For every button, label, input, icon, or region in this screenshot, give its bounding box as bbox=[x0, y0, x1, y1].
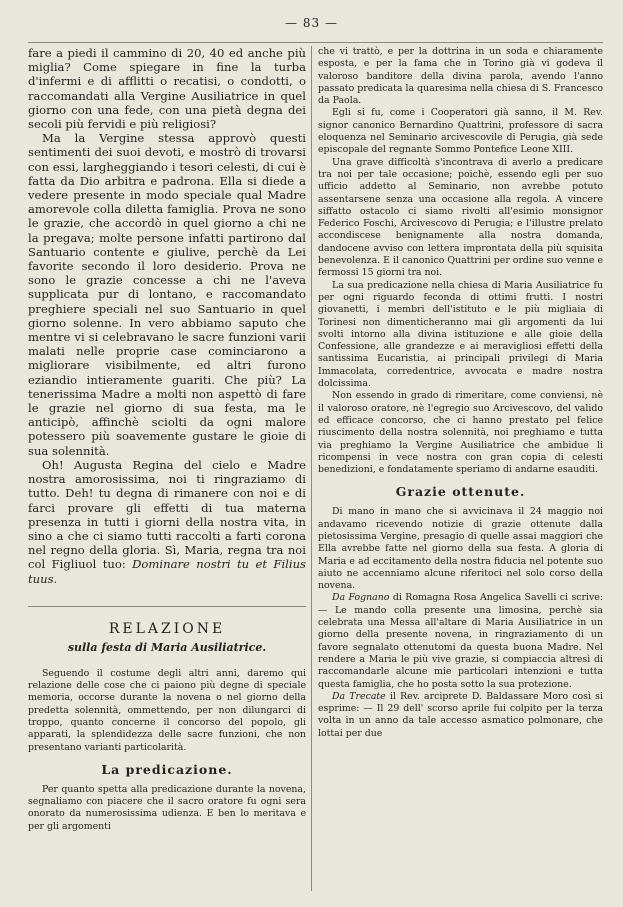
right-paragraph-3: Una grave difficoltà s'incontrava di averlo a predicare tra noi per tale occasione; poichè, essendo egli per suo ufficio addetto al Seminario, non avrebbe potuto assentarsene senza una occasione alla regola. A vincere siffatto ostacolo ci siamo rivolti all'esimio monsignor Federico Foschi, Arcivescovo di Perugia; e l'illustre prelato accondiscese benignamente alla nostra domanda, dandocene avviso con lettera improntata della più squisita benevolenza. E il canonico Quattrini per ordine suo venne e fermossi 15 giorni tra noi. bbox=[318, 156, 603, 279]
top-rule bbox=[28, 42, 603, 43]
left-paragraph-3 bbox=[28, 458, 306, 586]
left-paragraph-2: Ma la Vergine stessa approvò questi sentimenti dei suoi devoti, e mostrò di trovarsi con essi, largheggiando i tesori celesti, di cui è fatta da Dio arbitra e padrona. Ella si diede a vedere presente in modo speciale qual Madre amorevole colla diletta famiglia. Prova ne sono le grazie, che accordò in quel giorno a chi ne la pregava; molte persone infatti partirono dal Santuario contente e giulive, perchè da Lei favorite secondo il loro desiderio. Prova ne sono le grazie concesse a chi ne l'aveva supplicata pur di lontano, e raccomandato preghiere speciali nel suo Santuario in quel giorno solenne. In vero abbiamo saputo che mentre vi si celebravano le sacre funzioni varii malati nelle proprie case cominciarono a migliorare visibilmente, ed altri furono eziandio intieramente guariti. Che più? La tenerissima Madre a molti non aspettò di fare le grazie nel giorno di sua festa, ma le anticipò, affinchè sciolti da ogni malore potessero più soavemente gustare le gioie di sua solennità. bbox=[28, 131, 306, 458]
right-paragraph-7 bbox=[318, 592, 603, 690]
relazione-paragraph: Seguendo il costume degli altri anni, daremo qui relazione delle cose che ci paiono più degne di speciale memoria, occorse durante la novena o nel giorno della predetta solennità, ommettendo, per non dilungarci di troppo, quanto concerne il concorso del popolo, gli apparati, la splendidezza delle sacre funzioni, che non presentano varianti particolarità. bbox=[28, 667, 306, 753]
right-paragraph-6: Di mano in mano che si avvicinava il 24 maggio noi andavamo ricevendo notizie di grazie ottenute dalla pietosissima Vergine, presagio di quelle assai maggiori che Ella avrebbe fatte nel giorno della sua festa. A gloria di Maria e ad eccitamento della nostra fiducia nel potente suo aiuto ne accenniamo alcune riferitoci nel solo corso della novena. bbox=[318, 506, 603, 592]
right-paragraph-5: Non essendo in grado di rimeritare, come conviensi, nè il valoroso oratore, nè l'egregio suo Arcivescovo, del valido ed efficace concorso, che ci hanno prestato pel felice riuscimento della nostra solennità, noi preghiamo e tutta via preghiamo la Vergine Ausiliatrice che ambidue li ricompensi in vece nostra con gran copia di celesti benedizioni, e fondatamente speriamo di andarne esauditi. bbox=[318, 390, 603, 476]
grazie-heading: Grazie ottenute. bbox=[395, 484, 526, 500]
relazione-subtitle: sulla festa di Maria Ausiliatrice. bbox=[67, 640, 267, 654]
left-column bbox=[28, 46, 306, 896]
predicazione-paragraph: Per quanto spetta alla predicazione durante la novena, segnaliamo con piacere che il sacro oratore fu ogni sera onorato da numerosissima udienza. E ben lo meritava e per gli argomenti bbox=[28, 783, 306, 832]
right-paragraph-1: che vi trattò, e per la dottrina in un soda e chiaramente esposta, e per la fama che in Torino già vi godeva il valoroso banditore della divina parola, avendo l'anno passato predicata la quaresima nella chiesa di S. Francesco da Paola. bbox=[318, 46, 603, 107]
page-number: — 83 — bbox=[285, 16, 338, 30]
right-paragraph-8 bbox=[318, 691, 603, 740]
predicazione-heading: La predicazione. bbox=[101, 761, 233, 777]
right-paragraph-2: Egli si fu, come i Cooperatori già sanno, il M. Rev. signor canonico Bernardino Quattrini, professore di sacra eloquenza nel Seminario arcivescovile di Perugia, già sede episcopale del regnante Sommo Pontefice Leone XIII. bbox=[318, 107, 603, 156]
trecate-letter: il Rev. arciprete D. Baldassare Moro così si esprime: — Il 29 dell' scorso aprile fui colpito per la terza volta in un anno da tale accesso asmatico polmonare, che lottai per due bbox=[318, 690, 603, 739]
relazione-title: RELAZIONE bbox=[108, 620, 226, 637]
place-trecate: Da Trecate bbox=[332, 690, 386, 702]
latin-motto: Dominare nostri tu et Filius tuus. bbox=[28, 557, 306, 586]
left-paragraph-1: fare a piedi il cammino di 20, 40 ed anche più miglia? Come spiegare in fine la turba d'infermi e di afflitti o recatisi, o condotti, o raccomandati alla Vergine Ausiliatrice in quel giorno con una fede, con una pietà degna dei secoli più fervidi e più religiosi? bbox=[28, 46, 306, 132]
column-divider bbox=[311, 46, 312, 891]
place-fognano: Da Fognano bbox=[332, 592, 390, 604]
prayer-text: Oh! Augusta Regina del cielo e Madre nostra amorosissima, noi ti ringraziamo di tutto. Deh! tu degna di rimanere con noi e di farci provare gli effetti di tua materna presenza in tutti i giorni della nostra vita, in sino a che ci siamo tutti raccolti a farti corona nel regno della gloria. Sì, Maria, regna tra noi col Figliuol tuo: bbox=[28, 457, 306, 572]
right-paragraph-4: La sua predicazione nella chiesa di Maria Ausiliatrice fu per ogni riguardo feconda di ottimi frutti. I nostri giovanetti, i membri dell'istituto e le più migliaia di Torinesi non dimenticheranno mai gli argomenti da lui svolti intorno alla divina istituzione e alle gioie della Confessione, alle grandezze e ai meravigliosi effetti della santissima Eucaristia, ai principali privilegi di Maria Immacolata, corredentrice, avvocata e madre nostra dolcissima. bbox=[318, 279, 603, 390]
section-separator bbox=[28, 606, 306, 607]
right-column bbox=[318, 46, 603, 896]
fognano-letter: di Romagna Rosa Angelica Savelli ci scrive: — Le mando colla presente una limosina, perchè sia celebrata una Messa all'altare di Maria Ausiliatrice in un giorno della presente novena, in ringraziamento di un favore segnalato ottenutomi da questa buona Madre. Nel rendere a Maria le più vive grazie, si compiaccia altresì di raccomandarle alcune mie particolari intenzioni e tutta questa famiglia, che ho posta sotto la sua protezione. bbox=[318, 592, 603, 690]
